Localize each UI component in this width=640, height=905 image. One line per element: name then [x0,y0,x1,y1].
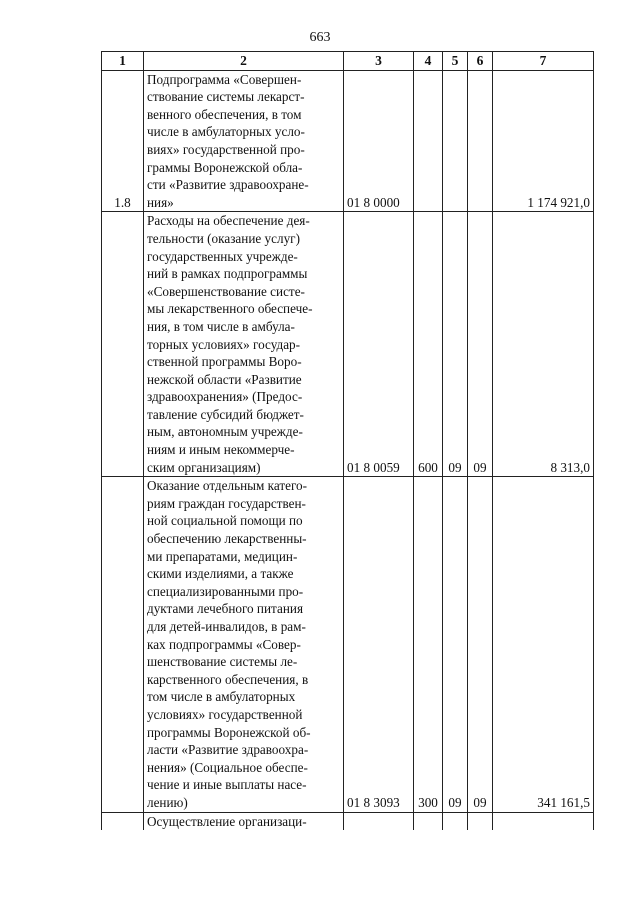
row-section: 09 [443,212,468,477]
row-section [443,70,468,212]
table-row [102,70,594,212]
row-description: Подпрограмма «Совершен- ствование системы лекарст- венного обеспечения, в том числе в амбулаторных усло- виях» государственной про- граммы Воронежской обла- сти «Развитие здравоохране- ния» [144,70,344,212]
column-header: 5 [443,52,468,71]
row-expense-type: 300 [414,477,443,812]
row-amount [493,812,594,830]
row-expense-type [414,70,443,212]
budget-table [101,51,594,830]
column-header: 2 [144,52,344,71]
row-section [443,812,468,830]
table-row [102,812,594,830]
row-expense-type: 600 [414,212,443,477]
row-number [102,212,144,477]
row-subsection [468,70,493,212]
table-header-row [102,52,594,71]
table-row [102,212,594,477]
row-number [102,812,144,830]
row-section: 09 [443,477,468,812]
row-subsection: 09 [468,212,493,477]
row-target-code [344,812,414,830]
page-number: 663 [309,30,331,45]
column-header: 7 [493,52,594,71]
row-target-code: 01 8 3093 [344,477,414,812]
row-description: Расходы на обеспечение дея- тельности (оказание услуг) государственных учрежде- ний в рамках подпрограммы «Совершенствование систе- мы лекарственного обеспече- ния, в том числе в амбула- торных условиях» государ- ственной программы Воро- нежской области «Развитие здравоохранения» (Предос- тавление субсидий бюджет- ным, автономным учрежде- ниям и иным некоммерче- ским организациям) [144,212,344,477]
row-description: Оказание отдельным катего- риям граждан государствен- ной социальной помощи по обеспечению лекарственны- ми препаратами, медицин- скими изделиями, а также специализированными про- дуктами лечебного питания для детей-инвалидов, в рам- ках подпрограммы «Совер- шенствование системы ле- карственного обеспечения, в том числе в амбулаторных условиях» государственной программы Воронежской об- ласти «Развитие здравоохра- нения» (Социальное обеспе- чение и иные выплаты насе- лению) [144,477,344,812]
row-subsection [468,812,493,830]
row-amount: 8 313,0 [493,212,594,477]
column-header: 6 [468,52,493,71]
row-subsection: 09 [468,477,493,812]
table-row [102,477,594,812]
column-header: 4 [414,52,443,71]
row-expense-type [414,812,443,830]
row-number [102,477,144,812]
row-target-code: 01 8 0059 [344,212,414,477]
row-amount: 1 174 921,0 [493,70,594,212]
row-number: 1.8 [102,70,144,212]
column-header: 3 [344,52,414,71]
row-amount: 341 161,5 [493,477,594,812]
row-target-code: 01 8 0000 [344,70,414,212]
column-header: 1 [102,52,144,71]
row-description: Осуществление организаци- [144,812,344,830]
